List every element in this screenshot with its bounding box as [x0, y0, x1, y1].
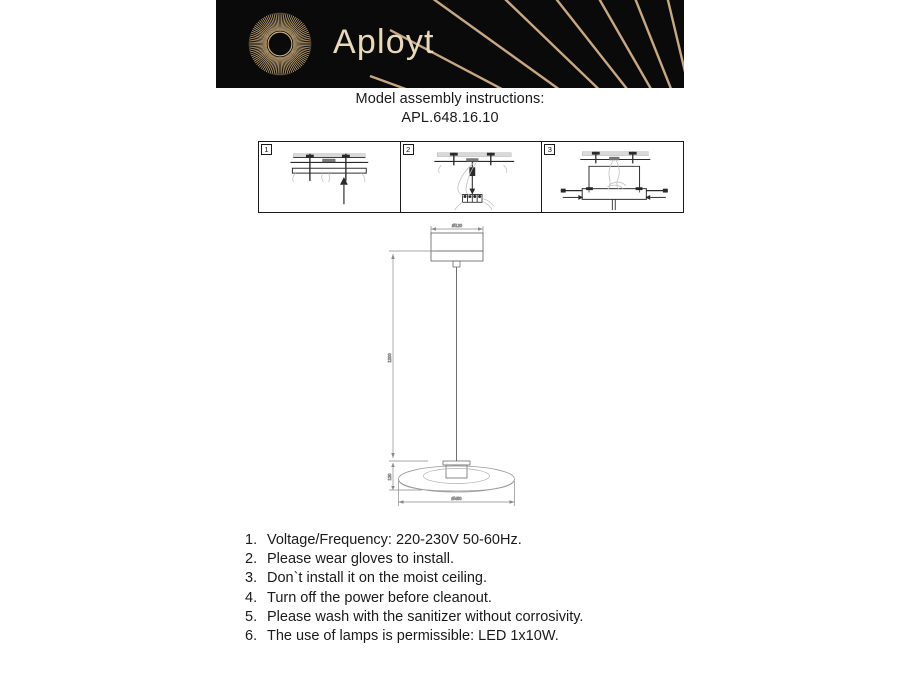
note-item [245, 627, 715, 646]
canopy-cover-diagram [542, 142, 683, 212]
ceiling-bracket-diagram [259, 142, 400, 212]
note-text: Voltage/Frequency: 220-230V 50-60Hz. [267, 532, 522, 548]
note-text: Please wear gloves to install. [267, 551, 454, 568]
note-number: 2. [245, 551, 258, 568]
assembly-steps-panel [258, 141, 684, 213]
canopy-width-dimension-label: Ø120 [451, 223, 463, 228]
note-text: Please wash with the sanitizer without corrosivity. [267, 608, 584, 625]
assembly-step-1 [259, 142, 400, 212]
instructions-title: Model assembly instructions: [355, 91, 545, 107]
note-item [245, 550, 715, 569]
step-number-badge: 1 [261, 144, 272, 155]
note-number: 1. [245, 532, 258, 548]
step-number-badge: 3 [544, 144, 555, 155]
note-number: 3. [245, 570, 258, 587]
note-item [245, 589, 715, 608]
note-text: Don`t install it on the moist ceiling. [267, 570, 488, 587]
shade-width-dimension-label: Ø450 [451, 496, 462, 501]
note-item [245, 531, 715, 550]
wiring-terminal-diagram [401, 142, 542, 212]
model-code: APL.648.16.10 [401, 110, 499, 126]
brand-name: Aployt [333, 23, 435, 61]
note-number: 4. [245, 589, 258, 606]
sunburst-icon [246, 10, 314, 78]
pendant-lamp-technical-drawing [370, 218, 570, 518]
assembly-step-2 [400, 142, 542, 212]
note-text: The use of lamps is permissible: LED 1x10W. [267, 628, 559, 645]
note-number: 6. [245, 628, 258, 645]
shade-height-dimension-label: 120 [387, 473, 392, 481]
step-number-badge: 2 [403, 144, 414, 155]
note-text: Turn off the power before cleanout. [267, 589, 492, 606]
brand-banner [216, 0, 684, 88]
note-item [245, 608, 715, 627]
assembly-step-3 [541, 142, 683, 212]
note-item [245, 569, 715, 588]
page-title [0, 90, 900, 128]
safety-notes-list [245, 531, 715, 646]
note-number: 5. [245, 608, 258, 625]
total-height-dimension-label: 1200 [387, 353, 392, 363]
